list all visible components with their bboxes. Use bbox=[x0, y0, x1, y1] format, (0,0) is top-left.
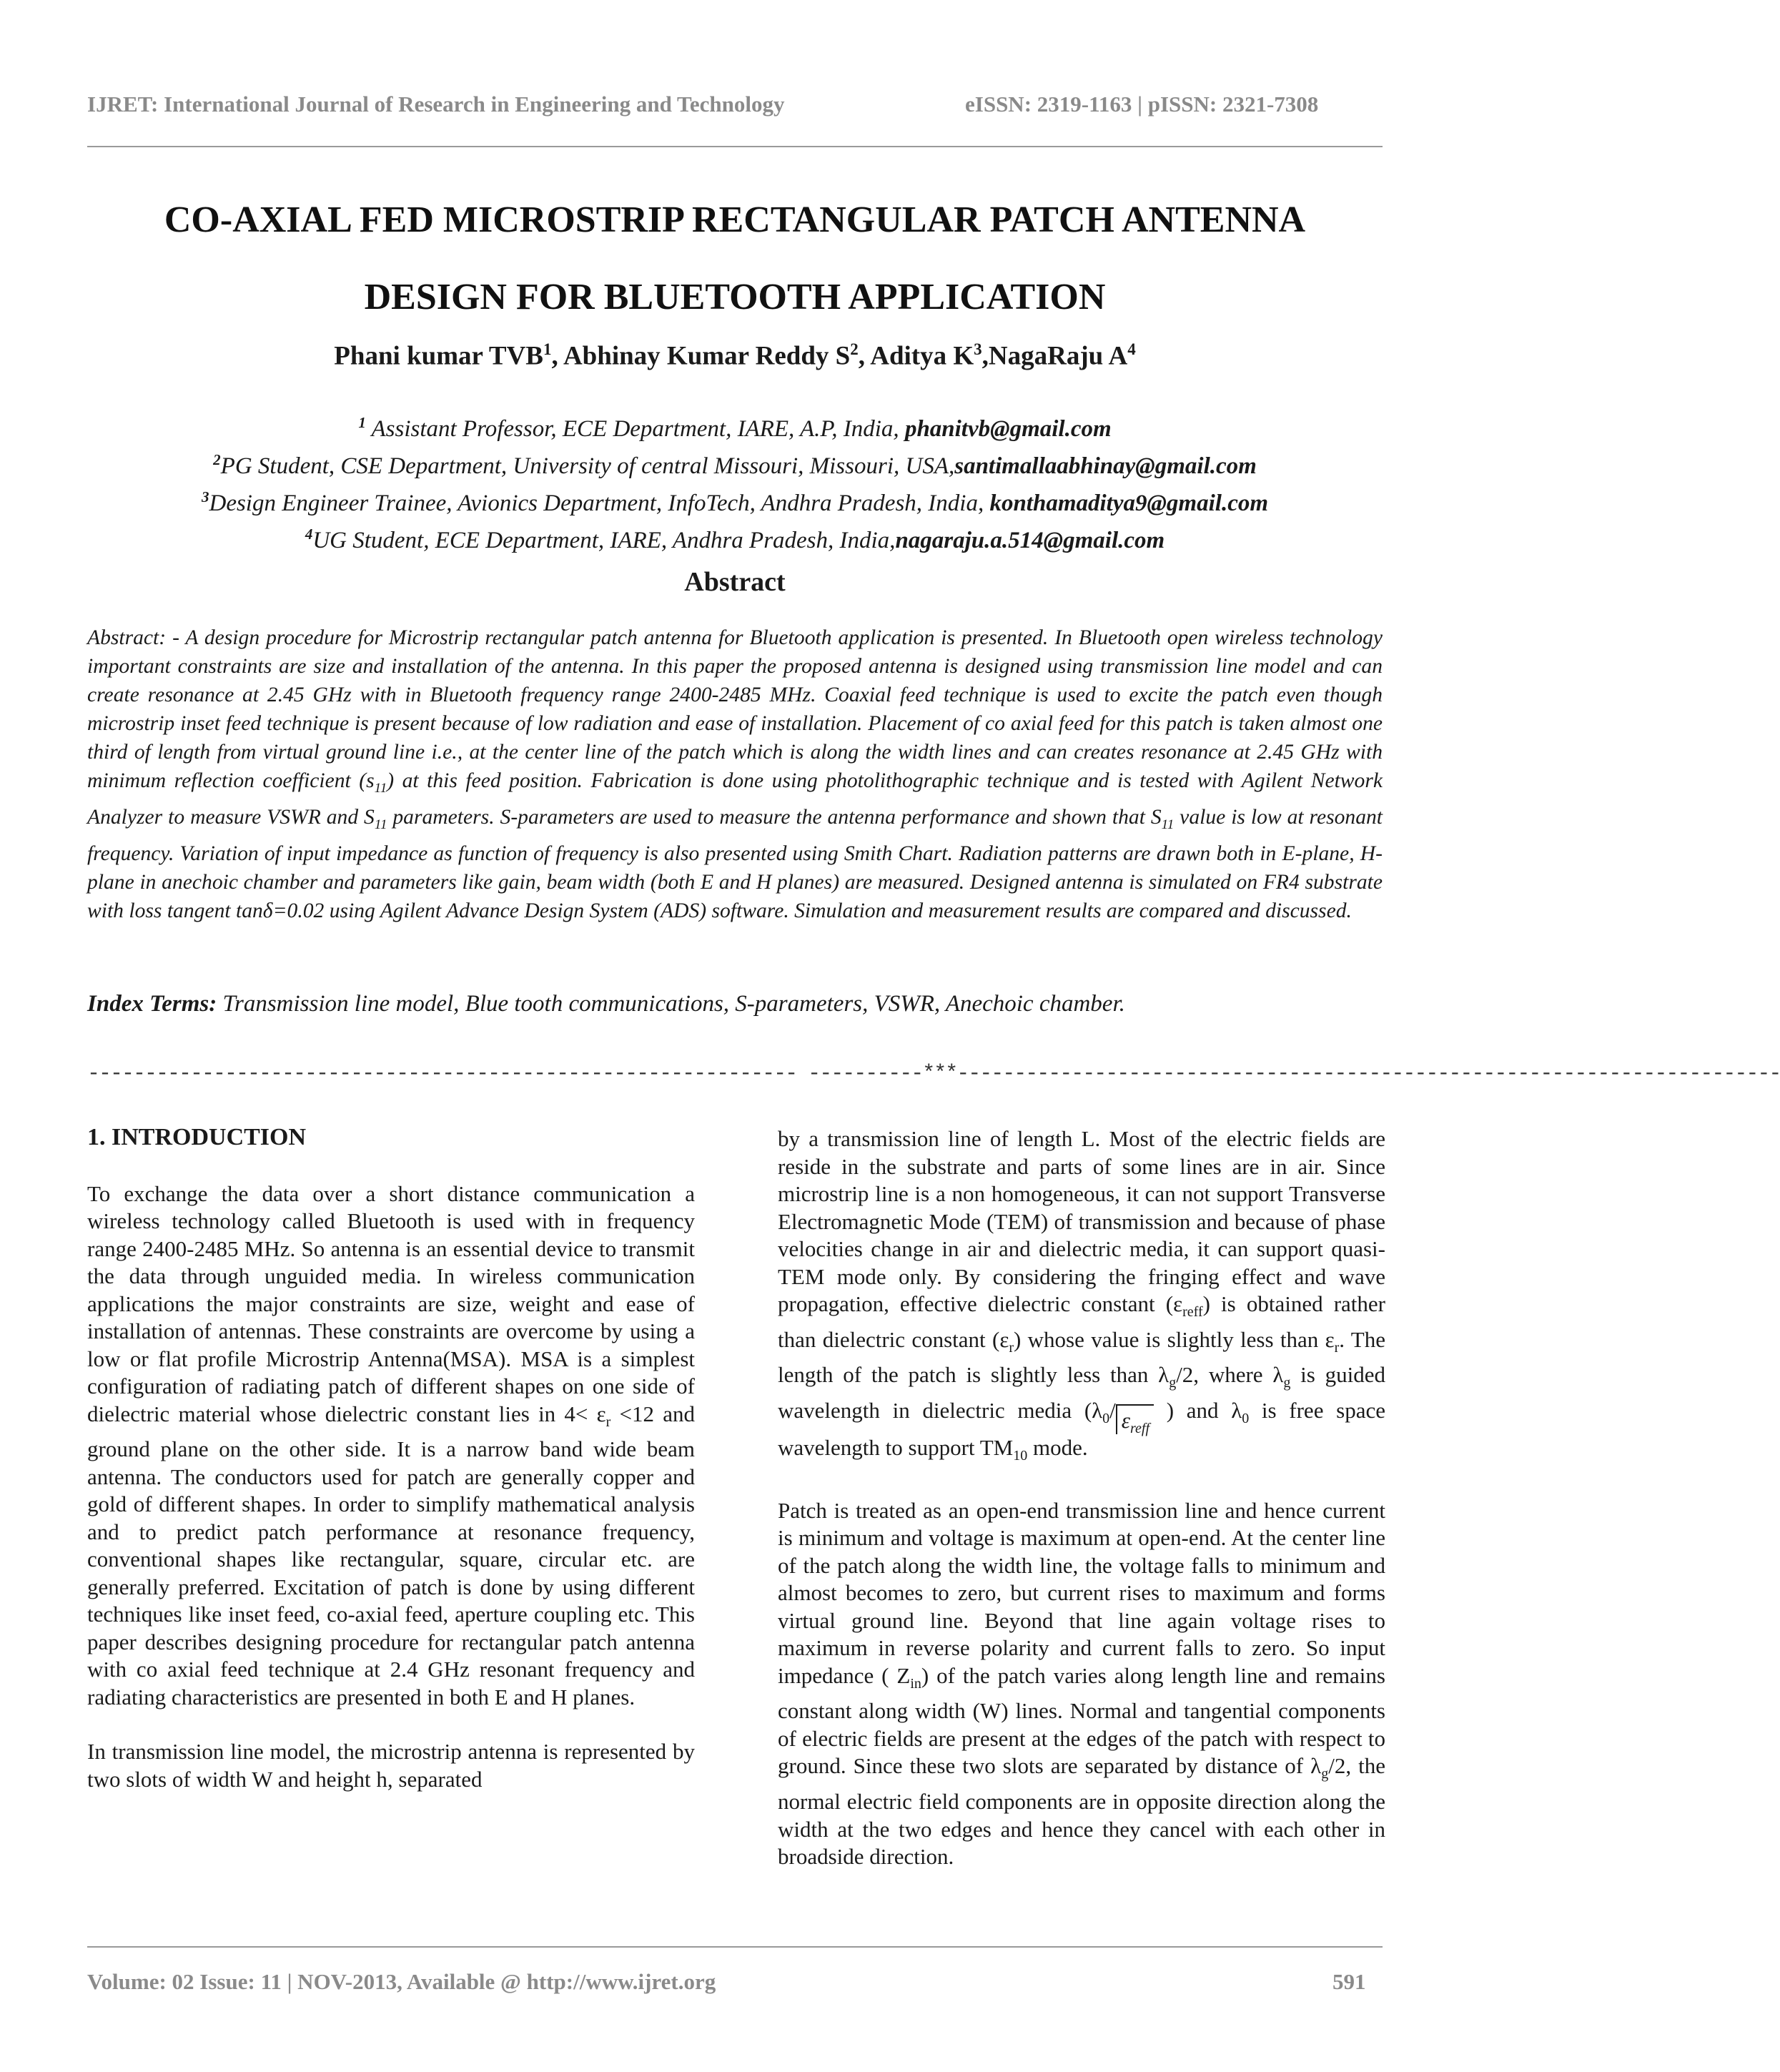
journal-header: IJRET: International Journal of Research in Engineering and Technology bbox=[87, 92, 785, 117]
subscript: g bbox=[1169, 1375, 1177, 1391]
affiliation-line bbox=[87, 408, 1383, 445]
subscript: 0 bbox=[1102, 1411, 1110, 1427]
index-terms bbox=[87, 991, 1383, 1017]
body-text: is guided wavelength in dielectric media (λ bbox=[778, 1362, 1386, 1424]
affiliation-sup: 4 bbox=[305, 526, 313, 543]
subscript: r bbox=[1334, 1339, 1340, 1356]
author-name: Aditya K bbox=[870, 341, 974, 371]
affiliation-sup: 2 bbox=[213, 451, 221, 468]
title-line-2: DESIGN FOR BLUETOOTH APPLICATION bbox=[364, 277, 1106, 317]
author-sup: 2 bbox=[850, 340, 859, 358]
page-number: 591 bbox=[1332, 1969, 1366, 1994]
body-text: /2, where λ bbox=[1176, 1362, 1284, 1388]
subscript: 11 bbox=[374, 780, 387, 796]
body-text: ) is obtained rather than dielectric constant (ε bbox=[778, 1291, 1385, 1352]
subscript: in bbox=[910, 1675, 921, 1692]
author-sup: 3 bbox=[974, 340, 982, 358]
abstract-heading: Abstract bbox=[684, 567, 786, 597]
left-column bbox=[87, 1124, 695, 1793]
subscript: g bbox=[1283, 1375, 1291, 1391]
author-sup: 1 bbox=[543, 340, 552, 358]
author-name: NagaRaju A bbox=[988, 341, 1128, 371]
body-text: is free space wavelength to support TM bbox=[778, 1398, 1385, 1461]
tl-model-paragraph: In transmission line model, the microstrip antenna is represented by two slots of width W and height h, separated bbox=[87, 1739, 695, 1792]
sqrt-epsilon bbox=[1116, 1404, 1154, 1437]
abstract-text: parameters. S-parameters are used to measure the antenna performance and shown that S bbox=[387, 805, 1162, 829]
subscript: reff bbox=[1182, 1304, 1203, 1321]
title-line-1: CO-AXIAL FED MICROSTRIP RECTANGULAR PATCH ANTENNA bbox=[164, 199, 1306, 240]
abstract-body bbox=[87, 623, 1383, 925]
paper-title bbox=[87, 182, 1383, 336]
author-email[interactable]: phanitvb@gmail.com bbox=[904, 416, 1112, 442]
subscript: 10 bbox=[1013, 1448, 1028, 1464]
body-paragraph bbox=[778, 1125, 1385, 1470]
body-text: ) whose value is slightly less than ε bbox=[1014, 1326, 1335, 1352]
author-sep: , bbox=[858, 341, 871, 371]
subscript: reff bbox=[1130, 1421, 1150, 1437]
affiliation-text: Design Engineer Trainee, Avionics Department, InfoTech, Andhra Pradesh, India, bbox=[209, 490, 990, 516]
body-paragraph bbox=[778, 1497, 1385, 1871]
body-text: /2, the normal electric field components are in opposite direction along the width at the two edges and hence they cancel with each other in broadside direction. bbox=[778, 1753, 1385, 1870]
affiliation-text: Assistant Professor, ECE Department, IARE, A.P, India, bbox=[365, 416, 905, 442]
subscript: r bbox=[605, 1414, 611, 1430]
author-name: Abhinay Kumar Reddy S bbox=[563, 341, 851, 371]
body-text: To exchange the data over a short distance communication a wireless technology called Bluetooth is used with in frequency range 2400-2485 MHz. So antenna is an essential device to transmit the data through unguided media. In wireless communication applications the major constraints are size, weight and ease of installation of antennas. These constraints are overcome by using a low or flat profile Microstrip Antenna(MSA). MSA is a simplest configuration of radiating patch of different shapes on one side of dielectric material whose dielectric constant lies in 4< ε bbox=[87, 1180, 695, 1426]
abstract-text: value is low at resonant frequency. Variation of input impedance as function of frequency is also presented using Smith Chart. Radiation patterns are drawn both in E-plane, H-plane in anechoic chamber and parameters like gain, beam width (both E and H planes) are measured. Designed antenna is simulated on FR4 substrate with loss tangent tanδ=0.02 using Agilent Advance Design System (ADS) software. Simulation and measurement results are compared and discussed. bbox=[87, 805, 1383, 922]
affiliation-line bbox=[87, 519, 1383, 556]
section-separator: -------------------------------------------------------------- ----------***------------------------------------------------------------------------ bbox=[87, 1062, 1780, 1086]
abstract-text: ) at this feed position. Fabrication is done using photolithographic technique and is tested with Agilent Network Analyzer to measure VSWR and S bbox=[87, 769, 1383, 829]
author-email[interactable]: konthamaditya9@gmail.com bbox=[989, 490, 1269, 516]
body-text: <12 and ground plane on the other side. It is a narrow band wide beam antenna. The conductors used for patch are generally copper and gold of different shapes. In order to simplify mathematical analysis and to predict patch performance at resonance frequency, conventional shapes like rectangular, square, circular etc. are generally preferred. Excitation of patch is done by using different techniques like inset feed, co-axial feed, aperture coupling etc. This paper describes designing procedure for rectangular patch antenna with co axial feed technique at 2.4 GHz resonant frequency and radiating characteristics are presented in both E and H planes. bbox=[87, 1401, 695, 1710]
author-sup: 4 bbox=[1127, 340, 1136, 358]
intro-paragraph bbox=[87, 1180, 695, 1712]
subscript: 11 bbox=[1161, 817, 1175, 832]
issn-header: eISSN: 2319-1163 | pISSN: 2321-7308 bbox=[965, 92, 1319, 117]
footer-rule bbox=[87, 1946, 1383, 1948]
affiliations bbox=[87, 408, 1383, 556]
body-text: by a transmission line of length L. Most of the electric fields are reside in the substrate and parts of some lines are in air. Since microstrip line is a non homogeneous, it can not support Transverse Electromagnetic Mode (TEM) of transmission and because of phase velocities change in air and dielectric media, it can support quasi-TEM mode only. By considering the fringing effect and wave propagation, effective dielectric constant (ε bbox=[778, 1126, 1385, 1316]
right-column bbox=[778, 1125, 1385, 1871]
header-rule bbox=[87, 146, 1383, 147]
affiliation-sup: 3 bbox=[201, 488, 209, 505]
subscript: 11 bbox=[374, 817, 387, 832]
affiliation-line bbox=[87, 445, 1383, 482]
body-text: ) and λ bbox=[1154, 1398, 1242, 1424]
body-text: ) of the patch varies along length line and remains constant along width (W) lines. Normal and tangential components of electric fields are present at the edges of the patch with respect to ground. Since these two slots are separated by distance of λ bbox=[778, 1662, 1385, 1779]
affiliation-text: PG Student, CSE Department, University of central Missouri, Missouri, USA, bbox=[220, 453, 955, 479]
body-text: . The length of the patch is slightly less than λ bbox=[778, 1326, 1386, 1388]
section-heading: 1. INTRODUCTION bbox=[87, 1124, 307, 1150]
body-text: / bbox=[1109, 1398, 1116, 1424]
subscript: g bbox=[1321, 1766, 1329, 1782]
author-email[interactable]: nagaraju.a.514@gmail.com bbox=[895, 528, 1165, 553]
index-terms-text: Transmission line model, Blue tooth communications, S-parameters, VSWR, Anechoic chamber. bbox=[217, 991, 1125, 1017]
index-terms-label: Index Terms: bbox=[87, 991, 217, 1017]
body-text: mode. bbox=[1027, 1435, 1088, 1461]
author-sep: , bbox=[551, 341, 563, 371]
subscript: r bbox=[1009, 1339, 1014, 1356]
author-list bbox=[87, 340, 1383, 371]
affiliation-sup: 1 bbox=[358, 414, 366, 431]
footer-citation: Volume: 02 Issue: 11 | NOV-2013, Available @ http://www.ijret.org bbox=[87, 1969, 716, 1994]
author-sep: , bbox=[982, 341, 989, 371]
sqrt-symbol: ε bbox=[1121, 1408, 1131, 1434]
author-email[interactable]: santimallaabhinay@gmail.com bbox=[954, 453, 1257, 479]
abstract-text: Abstract: - A design procedure for Microstrip rectangular patch antenna for Bluetooth application is presented. In Bluetooth open wireless technology important constraints are size and installation of the antenna. In this paper the proposed antenna is designed using transmission line model and can create resonance at 2.45 GHz with in Bluetooth frequency range 2400-2485 MHz. Coaxial feed technique is used to excite the patch even though microstrip inset feed technique is present because of low radiation and ease of installation. Placement of co axial feed for this patch is taken almost one third of length from virtual ground line i.e., at the center line of the patch which is along the width lines and can creates resonance at 2.45 GHz with minimum reflection coefficient (s bbox=[87, 626, 1383, 792]
affiliation-line bbox=[87, 482, 1383, 519]
author-name: Phani kumar TVB bbox=[334, 341, 543, 371]
affiliation-text: UG Student, ECE Department, IARE, Andhra Pradesh, India, bbox=[312, 528, 896, 553]
body-text: Patch is treated as an open-end transmission line and hence current is minimum and voltage is maximum at open-end. At the center line of the patch along the width line, the voltage falls to minimum and almost becomes to zero, but current rises to maximum and forms virtual ground line. Beyond that line again voltage rises to maximum in reverse polarity and current falls to zero. So input impedance ( Z bbox=[778, 1497, 1385, 1688]
subscript: 0 bbox=[1242, 1411, 1250, 1427]
